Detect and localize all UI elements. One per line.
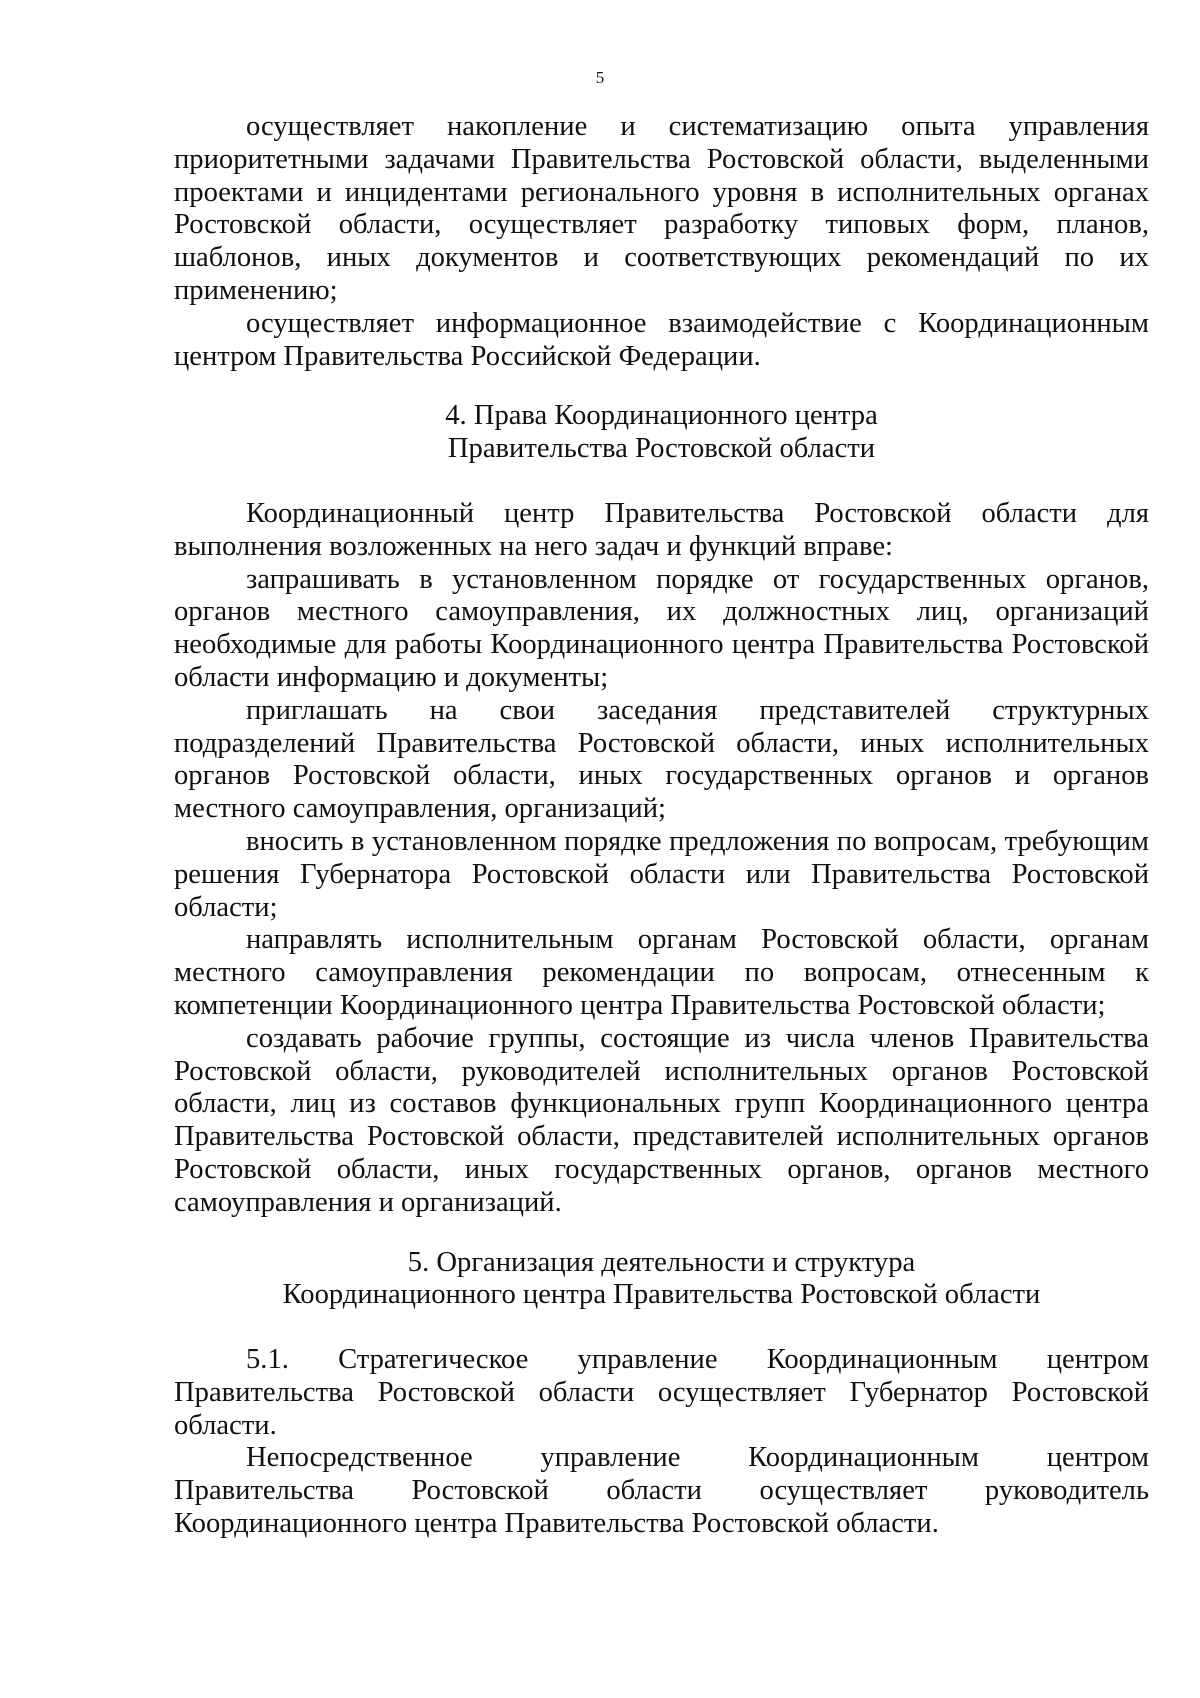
section-4-right-request: запрашивать в установленном порядке от государственных органов, органов местного самоуправления, их должностных лиц, организаций необходимые для работы Координационного центра Правительства Ростовской области информацию и документы; — [174, 563, 1149, 693]
section-5-strategic-management: 5.1. Стратегическое управление Координационным центром Правительства Ростовской области осуществляет Губернатор Ростовской области. — [174, 1344, 1149, 1441]
section-4-heading-line-2: Правительства Ростовской области — [447, 433, 876, 465]
section-4-right-working-groups: создавать рабочие группы, состоящие из числа членов Правительства Ростовской области, руководителей исполнительных органов Ростовской области, лиц из составов функциональных групп Координационного центра Правительства Ростовской области, представителей исполнительных органов Ростовской области, иных государственных органов, органов местного самоуправления и организаций. — [174, 1022, 1149, 1218]
section-4-right-propose: вносить в установленном порядке предложения по вопросам, требующим решения Губернатора Ростовской области или Правительства Ростовской области; — [174, 825, 1149, 923]
section-5-heading — [174, 1247, 1149, 1313]
section-5-direct-management: Непосредственное управление Координационным центром Правительства Ростовской области осуществляет руководитель Координационного центра Правительства Ростовской области. — [174, 1442, 1149, 1540]
section-4-right-invite: приглашать на свои заседания представителей структурных подразделений Правительства Ростовской области, иных исполнительных органов Ростовской области, иных государственных органов и органов местного самоуправления, организаций; — [174, 694, 1149, 825]
section-4-intro: Координационный центр Правительства Ростовской области для выполнения возложенных на него задач и функций вправе: — [174, 497, 1149, 562]
section-5-heading-line-2: Координационного центра Правительства Ростовской области — [282, 1279, 1041, 1311]
section-5-heading-line-1: 5. Организация деятельности и структура — [407, 1246, 916, 1278]
page-number: 5 — [595, 68, 605, 87]
paragraph-interaction: осуществляет информационное взаимодействие с Координационным центром Правительства Российской Федерации. — [174, 307, 1149, 372]
document-body — [174, 111, 1149, 1541]
section-4-right-recommend: направлять исполнительным органам Ростовской области, органам местного самоуправления рекомендации по вопросам, отнесенным к компетенции Координационного центра Правительства Ростовской области; — [174, 924, 1149, 1021]
section-4-heading-line-1: 4. Права Координационного центра — [445, 400, 878, 432]
section-4-heading — [174, 400, 1149, 466]
paragraph-accumulation: осуществляет накопление и систематизацию опыта управления приоритетными задачами Правительства Ростовской области, выделенными проектами и инцидентами регионального уровня в исполнительных органах Ростовской области, осуществляет разработку типовых форм, планов, шаблонов, иных документов и соответствующих рекомендаций по их применению; — [174, 111, 1149, 306]
